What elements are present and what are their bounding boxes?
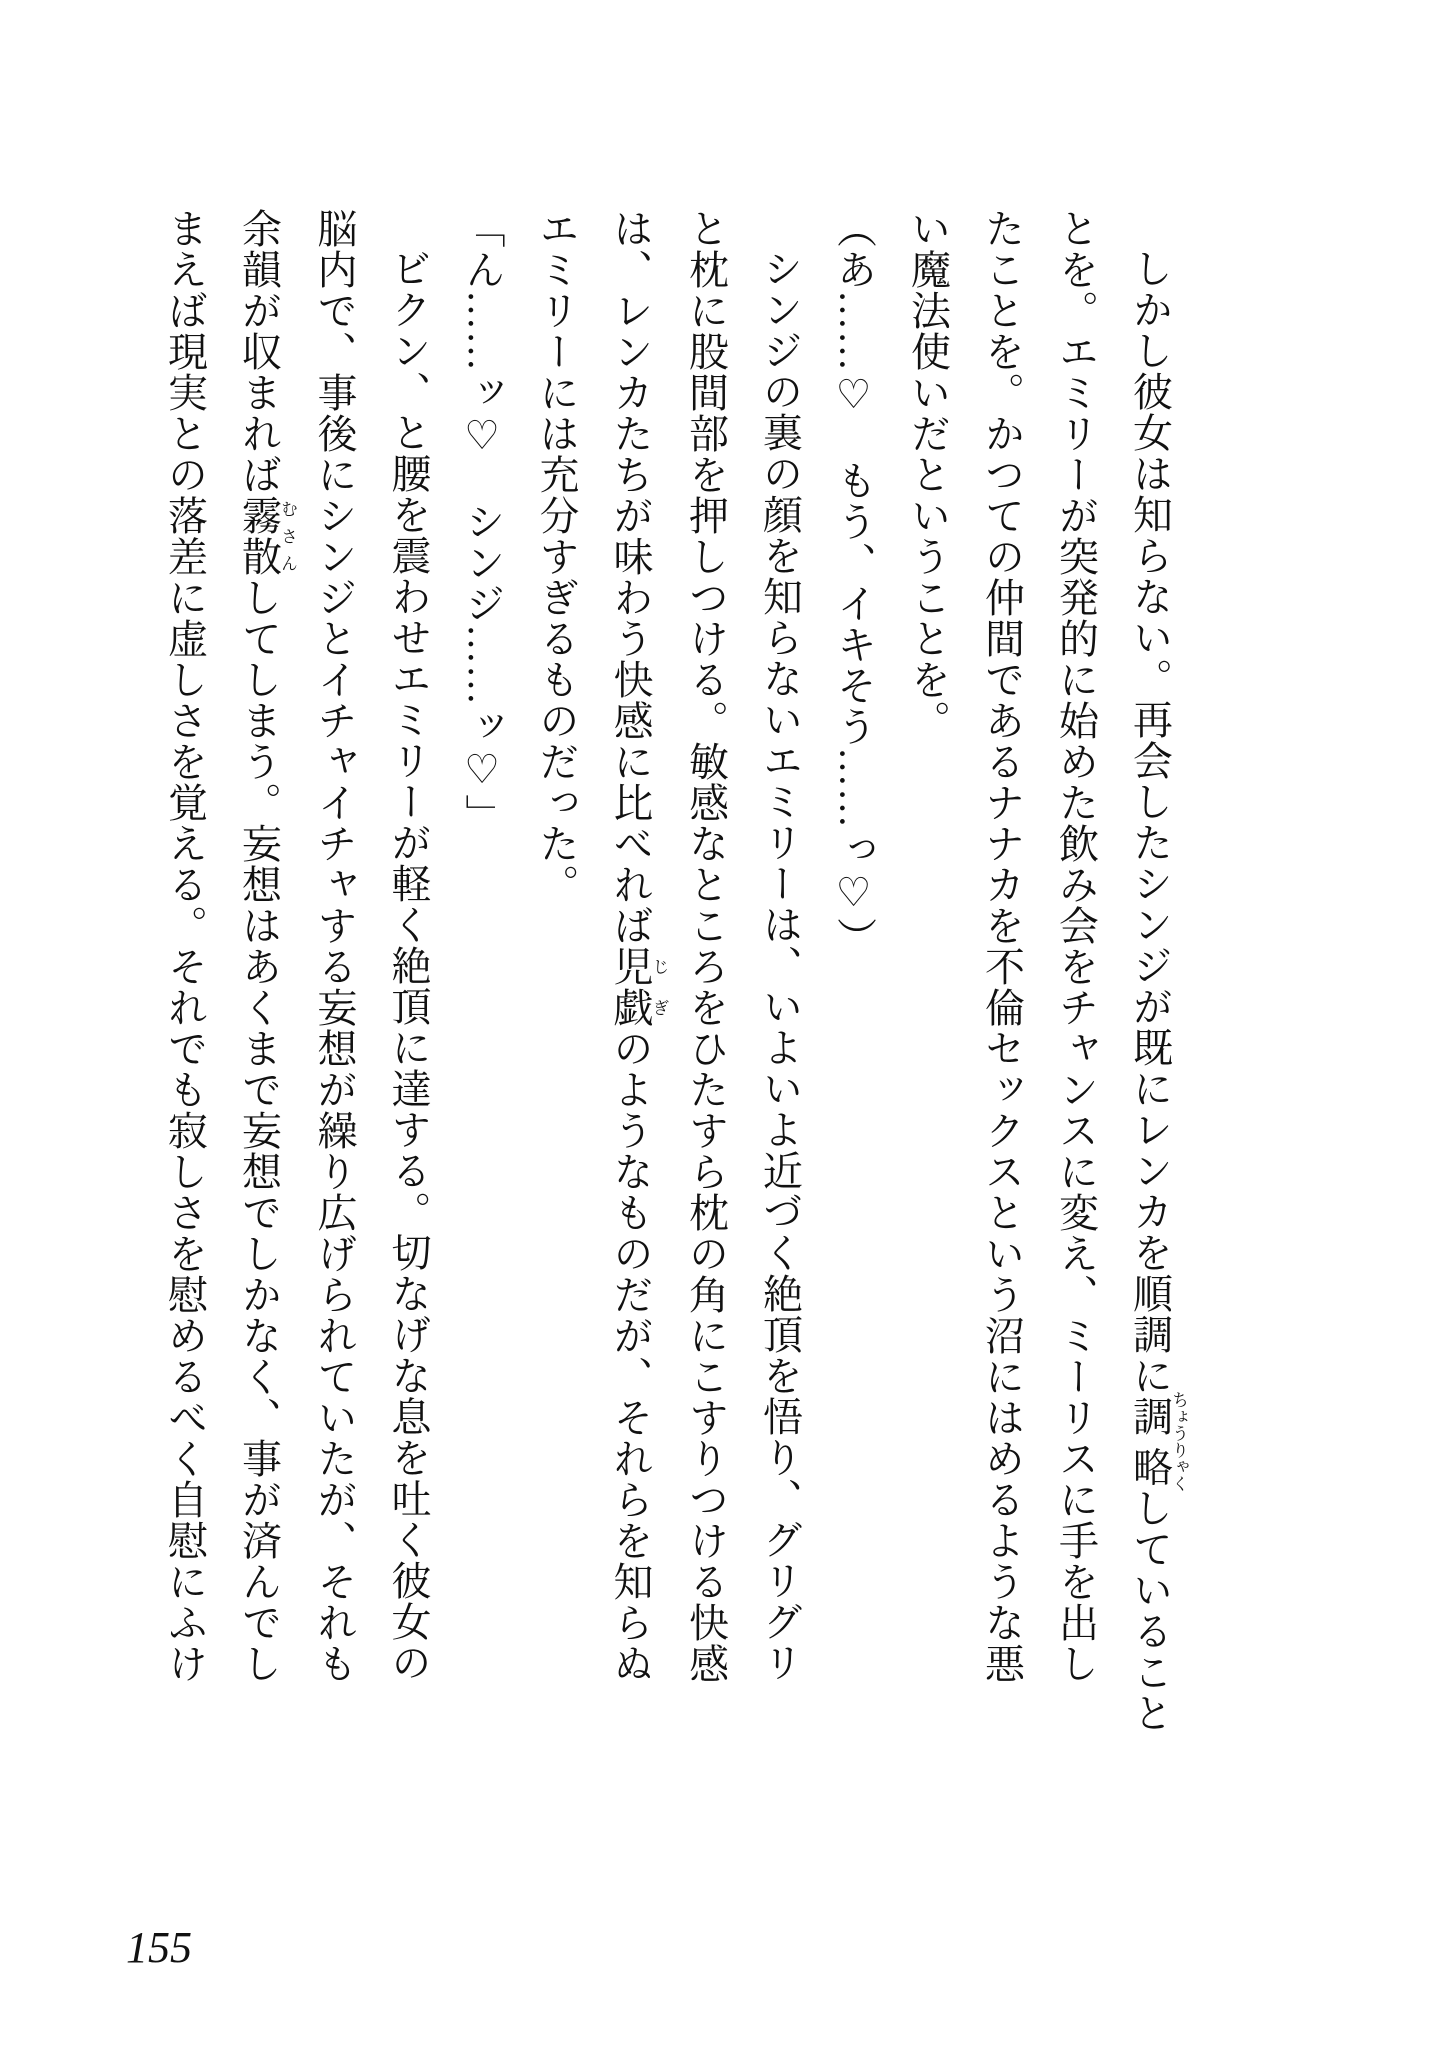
page-number: 155 <box>126 1923 192 1972</box>
text-line: と枕に股間部を押しつける。敏感なところをひたすら枕の角にこすりつける快感 <box>683 208 729 1684</box>
text-line: 脳内で、事後にシンジとイチャイチャする妄想が繰り広げられていたが、それも <box>312 208 357 1684</box>
text-line: まえば現実との落差に虚しさを覚える。それでも寂しさを慰めるべく自慰にふけ <box>162 208 208 1684</box>
text-line: 「ん……ッ♡ シンジ……ッ♡」 <box>460 208 505 835</box>
text-line: （あ……♡ もう、イキそう……っ♡） <box>831 208 877 958</box>
text-line: 余韻が収まれば霧散むさんしてしまう。妄想はあくまで妄想でしかなく、事が済んでし <box>236 208 298 1684</box>
ruby-annotated-word: 霧散むさん <box>236 495 298 577</box>
text-line: ビクン、と腰を震わせエミリーが軽く絶頂に達する。切なげな息を吐く彼女の <box>386 248 431 1683</box>
text-line: エミリーには充分すぎるものだった。 <box>534 208 579 905</box>
text-block <box>148 208 1189 1868</box>
text-line: しかし彼女は知らない。再会したシンジが既にレンカを順調に調略ちょうりゃくしていること <box>1127 248 1189 1734</box>
text-line: シンジの裏の顔を知らないエミリーは、いよいよ近づく絶頂を悟り、グリグリ <box>757 248 803 1683</box>
text-line: たことを。かつての仲間であるナナカを不倫セックスという沼にはめるような悪 <box>979 208 1025 1684</box>
ruby-annotated-word: 児戯じぎ <box>608 946 669 1028</box>
text-line: とを。エミリーが突発的に始めた飲み会をチャンスに変え、ミーリスに手を出し <box>1053 208 1099 1684</box>
text-line: い魔法使いだということを。 <box>905 208 951 741</box>
text-line: は、レンカたちが味わう快感に比べれば児戯じぎのようなものだが、それらを知らぬ <box>608 208 669 1684</box>
ruby-annotated-word: 調略ちょうりゃく <box>1127 1391 1189 1493</box>
